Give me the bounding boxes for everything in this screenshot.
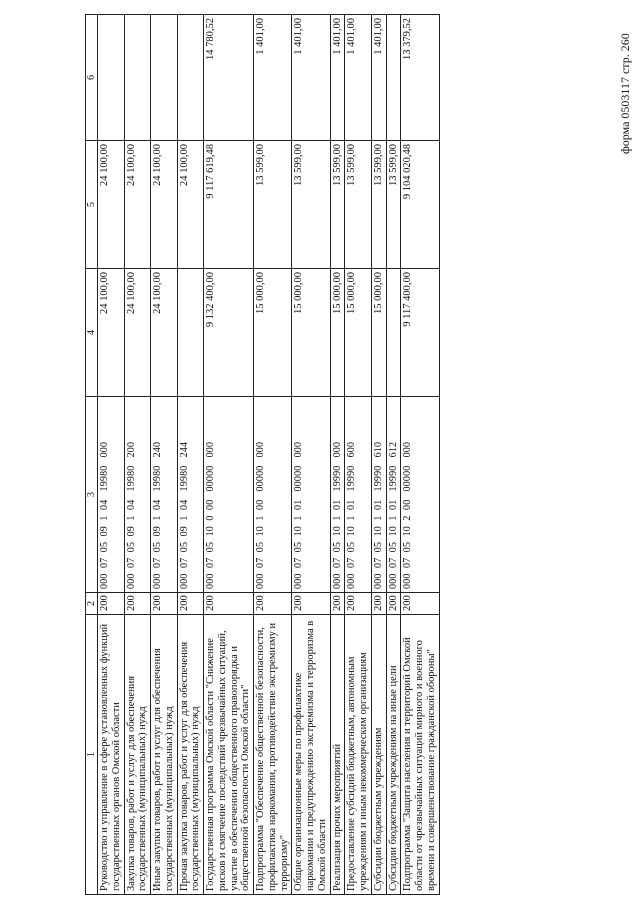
row-executed-cell: 24 100,00: [98, 141, 125, 269]
row-unexecuted-cell: 1 401,00: [345, 15, 372, 141]
header-row: [86, 15, 98, 895]
row-budget-code-cell: 000 07 05 09 1 04 19980 200: [124, 397, 151, 593]
row-executed-cell: 13 599,00: [345, 141, 372, 269]
budget-table: [85, 14, 440, 895]
row-approved-cell: 15 000,00: [292, 269, 330, 397]
table-row: [177, 15, 204, 895]
header-cell-1: 1: [86, 615, 98, 895]
row-name-cell: Прочая закупка товаров, работ и услуг для обеспечения государственных (муниципальных) нужд: [177, 615, 204, 895]
row-approved-cell: 15 000,00: [254, 269, 292, 397]
table-row: [386, 15, 401, 895]
row-name-cell: Общие организационные меры по профилактике наркомании и предупреждению экстремизма и терроризма в Омской области: [292, 615, 330, 895]
row-line-code-cell: 200: [345, 593, 372, 615]
row-name-cell: Иные закупки товаров, работ и услуг для обеспечения государственных (муниципальных) нужд: [151, 615, 178, 895]
row-name-cell: Реализация прочих мероприятий: [330, 615, 345, 895]
row-approved-cell: 9 132 400,00: [204, 269, 254, 397]
table-row: [254, 15, 292, 895]
table-row: [292, 15, 330, 895]
row-unexecuted-cell: [151, 15, 178, 141]
row-name-cell: Государственная программа Омской области "Снижение рисков и смягчение последствий чрезвычайных ситуаций, участие в обеспечении общественного правопорядка и общественной безопасности Омской области": [204, 615, 254, 895]
row-budget-code-cell: 000 07 05 10 1 01 19990 600: [345, 397, 372, 593]
header-cell-3: 3: [86, 397, 98, 593]
row-budget-code-cell: 000 07 05 10 1 01 00000 000: [292, 397, 330, 593]
row-executed-cell: 13 599,00: [330, 141, 345, 269]
table-row: [204, 15, 254, 895]
row-budget-code-cell: 000 07 05 10 2 00 00000 000: [401, 397, 439, 593]
row-unexecuted-cell: 1 401,00: [254, 15, 292, 141]
row-line-code-cell: 200: [330, 593, 345, 615]
row-approved-cell: 24 100,00: [151, 269, 178, 397]
row-approved-cell: 15 000,00: [330, 269, 345, 397]
row-approved-cell: 24 100,00: [98, 269, 125, 397]
row-budget-code-cell: 000 07 05 09 1 04 19980 240: [151, 397, 178, 593]
form-code-label: форма 0503117 стр. 260: [618, 33, 632, 154]
row-unexecuted-cell: [177, 15, 204, 141]
row-approved-cell: [386, 269, 401, 397]
row-unexecuted-cell: 1 401,00: [330, 15, 345, 141]
row-budget-code-cell: 000 07 05 10 1 00 00000 000: [254, 397, 292, 593]
row-executed-cell: 13 599,00: [386, 141, 401, 269]
row-approved-cell: 15 000,00: [345, 269, 372, 397]
row-name-cell: Субсидии бюджетным учреждениям: [371, 615, 386, 895]
table-row: [330, 15, 345, 895]
row-name-cell: Руководство и управление в сфере установленных функций государственных органов Омской области: [98, 615, 125, 895]
row-line-code-cell: 200: [386, 593, 401, 615]
row-name-cell: Подпрограмма "Обеспечение общественной безопасности, профилактика наркомании, противодействие экстремизму и терроризму": [254, 615, 292, 895]
row-name-cell: Закупка товаров, работ и услуг для обеспечения государственных (муниципальных) нужд: [124, 615, 151, 895]
row-executed-cell: 24 100,00: [177, 141, 204, 269]
row-name-cell: Субсидии бюджетным учреждениям на иные цели: [386, 615, 401, 895]
row-budget-code-cell: 000 07 05 10 1 01 19990 610: [371, 397, 386, 593]
table-row: [98, 15, 125, 895]
row-line-code-cell: 200: [204, 593, 254, 615]
row-line-code-cell: 200: [371, 593, 386, 615]
row-budget-code-cell: 000 07 05 10 0 00 00000 000: [204, 397, 254, 593]
header-cell-6: 6: [86, 15, 98, 141]
row-executed-cell: 24 100,00: [151, 141, 178, 269]
row-approved-cell: 24 100,00: [124, 269, 151, 397]
table-row: [151, 15, 178, 895]
header-cell-5: 5: [86, 141, 98, 269]
row-executed-cell: 24 100,00: [124, 141, 151, 269]
row-executed-cell: 13 599,00: [371, 141, 386, 269]
row-executed-cell: 13 599,00: [254, 141, 292, 269]
table-row: [401, 15, 439, 895]
row-budget-code-cell: 000 07 05 09 1 04 19980 000: [98, 397, 125, 593]
row-unexecuted-cell: 13 379,52: [401, 15, 439, 141]
row-line-code-cell: 200: [254, 593, 292, 615]
row-line-code-cell: 200: [401, 593, 439, 615]
row-executed-cell: 9 117 619,48: [204, 141, 254, 269]
row-unexecuted-cell: 1 401,00: [371, 15, 386, 141]
row-executed-cell: 13 599,00: [292, 141, 330, 269]
table-row: [124, 15, 151, 895]
row-budget-code-cell: 000 07 05 10 1 01 19990 000: [330, 397, 345, 593]
row-budget-code-cell: 000 07 05 10 1 01 19990 612: [386, 397, 401, 593]
row-line-code-cell: 200: [177, 593, 204, 615]
row-approved-cell: [177, 269, 204, 397]
row-approved-cell: 15 000,00: [371, 269, 386, 397]
row-executed-cell: 9 104 020,48: [401, 141, 439, 269]
rotated-table-container: [85, 15, 605, 895]
row-line-code-cell: 200: [124, 593, 151, 615]
row-line-code-cell: 200: [151, 593, 178, 615]
row-name-cell: Подпрограмма "Защита населения и территорий Омской области от чрезвычайных ситуаций мирного и военного времени и совершенствование гражданской обороны": [401, 615, 439, 895]
row-unexecuted-cell: [124, 15, 151, 141]
row-name-cell: Предоставление субсидий бюджетным, автономным учреждениям и иным некоммерческим организациям: [345, 615, 372, 895]
row-unexecuted-cell: 1 401,00: [292, 15, 330, 141]
row-line-code-cell: 200: [98, 593, 125, 615]
header-cell-4: 4: [86, 269, 98, 397]
row-approved-cell: 9 117 400,00: [401, 269, 439, 397]
row-line-code-cell: 200: [292, 593, 330, 615]
row-unexecuted-cell: [98, 15, 125, 141]
header-cell-2: 2: [86, 593, 98, 615]
table-row: [345, 15, 372, 895]
table-row: [371, 15, 386, 895]
row-unexecuted-cell: [386, 15, 401, 141]
row-unexecuted-cell: 14 780,52: [204, 15, 254, 141]
row-budget-code-cell: 000 07 05 09 1 04 19980 244: [177, 397, 204, 593]
